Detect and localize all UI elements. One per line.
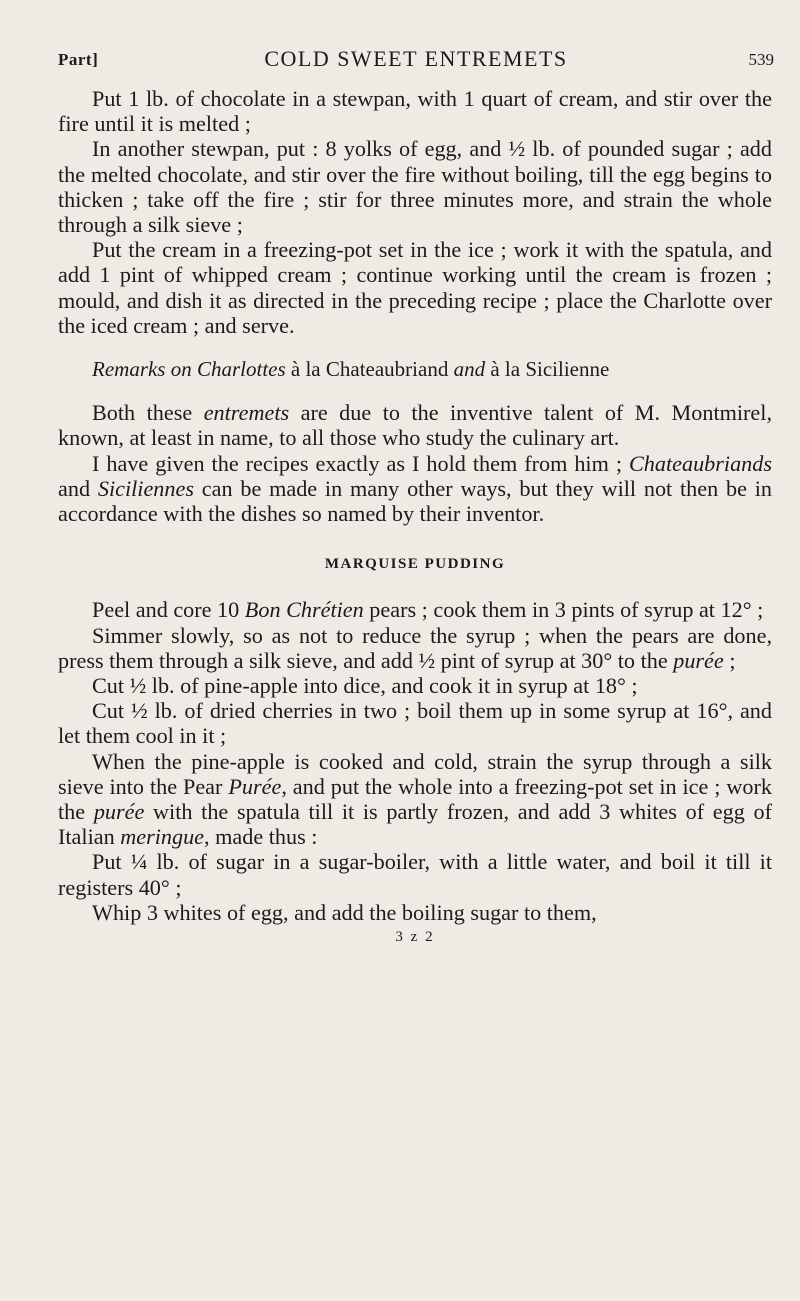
text-run: are due to the inventive talent of M. Montmirel, known, at least in name, to all those who study the culinary art. <box>58 400 772 451</box>
running-title: COLD SWEET ENTREMETS <box>264 46 568 71</box>
text-run: Simmer slowly, so as not to reduce the syrup ; when the pears are done, press them through a silk sieve, and add ½ pint of syrup at 30° to the <box>58 622 772 673</box>
chocolate-step-1: Put 1 lb. of chocolate in a stewpan, with 1 quart of cream, and stir over the fire until it is melted ; <box>58 86 772 137</box>
marquise-step-2 <box>58 623 772 673</box>
remarks-heading-italic: Remarks on Charlottes <box>92 357 286 382</box>
remarks-heading-part-2: à la Sicilienne <box>485 357 610 382</box>
chocolate-step-3: Put the cream in a freezing-pot set in the ice ; work it with the spatula, and add 1 pint of whipped cream ; continue working until the cream is frozen ; mould, and dish it as directed in the preceding recipe ; place the Charlotte over the iced cream ; and serve. <box>58 237 772 338</box>
remarks-paragraph-2 <box>58 451 772 527</box>
running-header <box>58 44 774 74</box>
text-run: ; <box>723 647 736 673</box>
italic-run: purée <box>673 647 724 673</box>
text-run: When the pine-apple is cooked and cold, strain the syrup through a silk sieve into the Pear <box>58 748 772 799</box>
page-number: 539 <box>748 50 774 69</box>
remarks-paragraph-1 <box>58 400 772 450</box>
signature-mark: 3 z 2 <box>395 929 435 946</box>
text-run: pears ; cook them in 3 pints of syrup at 12° ; <box>363 597 764 623</box>
text-run: , made thus : <box>204 824 318 850</box>
remarks-heading <box>58 357 772 382</box>
italic-run: Bon Chrétien <box>244 597 364 623</box>
text-run: and <box>58 475 98 501</box>
remarks-heading-and: and <box>453 357 486 382</box>
text-run: Both these <box>92 400 204 426</box>
italic-run: entremets <box>203 400 290 426</box>
marquise-step-7: Whip 3 whites of egg, and add the boiling sugar to them, <box>92 899 597 925</box>
page-body <box>58 86 772 950</box>
part-label: Part] <box>58 50 99 69</box>
italic-run: Purée <box>228 773 282 799</box>
text-run: I have given the recipes exactly as I hold them from him ; <box>92 450 629 476</box>
text-run: , and put the whole into a freezing-pot set in ice ; work the <box>58 773 772 825</box>
marquise-heading: MARQUISE PUDDING <box>324 556 506 573</box>
marquise-step-5 <box>58 749 772 850</box>
marquise-step-1 <box>58 597 772 622</box>
chocolate-step-2: In another stewpan, put : 8 yolks of egg, and ½ lb. of pounded sugar ; add the melted chocolate, and stir over the fire without boiling, till the egg begins to thicken ; take off the fire ; stir for three minutes more, and strain the whole through a silk sieve ; <box>58 136 772 238</box>
marquise-step-6: Put ¼ lb. of sugar in a sugar-boiler, with a little water, and boil it till it registers 40° ; <box>58 849 772 900</box>
italic-run: Siciliennes <box>97 475 194 501</box>
marquise-step-3: Cut ½ lb. of pine-apple into dice, and cook it in syrup at 18° ; <box>92 673 638 699</box>
italic-run: meringue <box>120 824 205 850</box>
text-run: with the spatula till it is partly frozen, and add 3 whites of egg of Italian <box>58 799 772 850</box>
text-run: Peel and core 10 <box>92 597 245 623</box>
marquise-step-4: Cut ½ lb. of dried cherries in two ; boil them up in some syrup at 16°, and let them cool in it ; <box>58 698 772 749</box>
remarks-heading-part-1: à la Chateaubriand <box>285 357 454 382</box>
italic-run: purée <box>93 799 145 825</box>
text-run: can be made in many other ways, but they will not then be in accordance with the dishes so named by their inventor. <box>58 475 772 527</box>
italic-run: Chateaubriands <box>629 450 772 476</box>
